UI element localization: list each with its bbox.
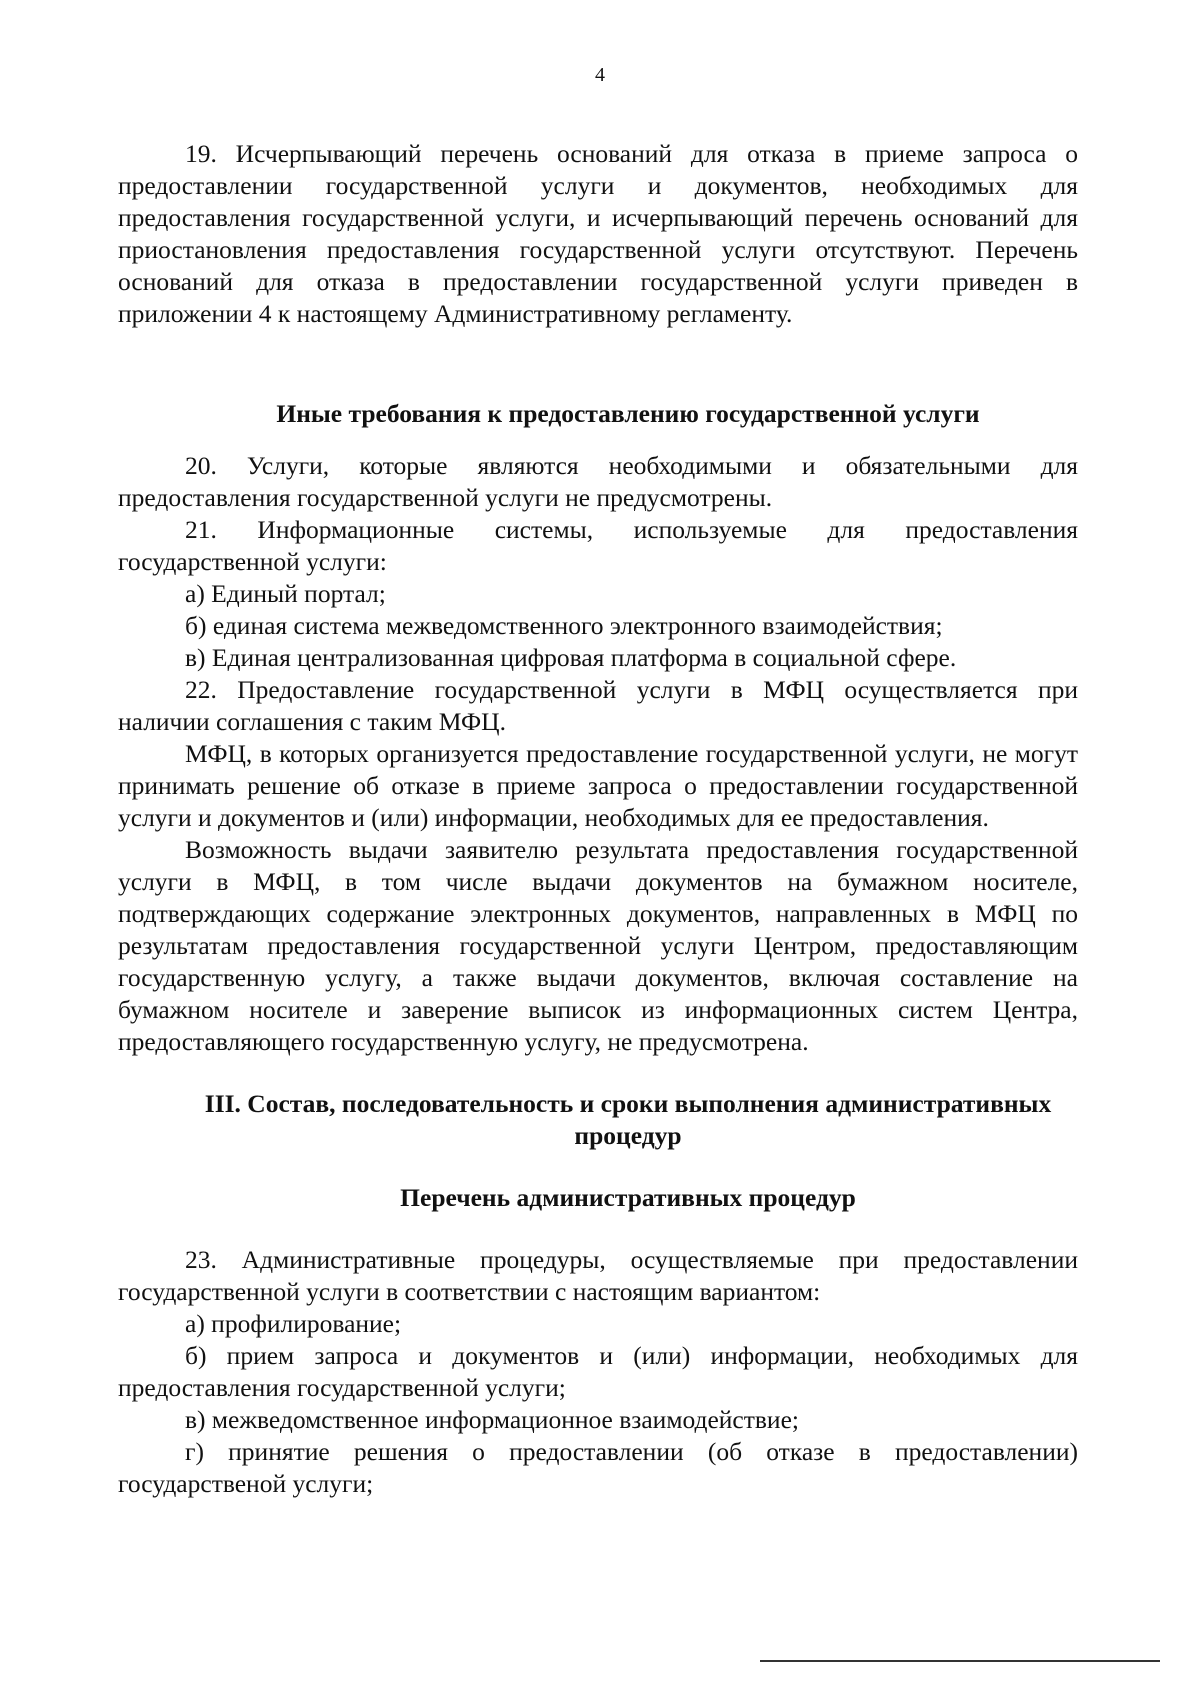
procedure-item-a: а) профилирование; [185,1309,402,1338]
heading-other-requirements: Иные требования к предоставлению государственной услуги [276,399,980,428]
page-number: 4 [595,64,605,86]
paragraph-mfc-issuance: Возможность выдачи заявителю результата предоставления государственной услуги в МФЦ, в том числе выдачи документов на бумажном носителе, подтверждающих содержание электронных документов, направленных в МФЦ по результатам предоставления государственной услуги Центром, предоставляющим государственную услугу, а также выдачи документов, включая составление на бумажном носителе и заверение выписок из информационных систем Центра, предоставляющего государственную услугу, не предусмотрена. [118,835,1078,1056]
procedure-item-v: в) межведомственное информационное взаимодействие; [185,1405,799,1434]
heading-procedure-list: Перечень административных процедур [400,1183,856,1212]
paragraph-20: 20. Услуги, которые являются необходимыми и обязательными для предоставления государственной услуги не предусмотрены. [118,451,1078,512]
list-item-v: в) Единая централизованная цифровая платформа в социальной сфере. [185,643,957,672]
procedure-item-b: б) прием запроса и документов и (или) информации, необходимых для предоставления государственной услуги; [118,1341,1078,1402]
heading-section-3-line-2: процедур [574,1121,682,1150]
procedure-item-g: г) принятие решения о предоставлении (об отказе в предоставлении) государственой услуги; [118,1437,1078,1498]
bottom-rule [760,1660,1160,1662]
document-body [118,138,1078,1500]
heading-section-3-line-1: III. Состав, последовательность и сроки выполнения административных [204,1089,1052,1118]
list-item-b: б) единая система межведомственного электронного взаимодействия; [185,611,943,640]
paragraph-23: 23. Административные процедуры, осуществляемые при предоставлении государственной услуги в соответствии с настоящим вариантом: [118,1245,1078,1306]
paragraph-21: 21. Информационные системы, используемые для предоставления государственной услуги: [118,515,1078,576]
paragraph-19: 19. Исчерпывающий перечень оснований для отказа в приеме запроса о предоставлении государственной услуги и документов, необходимых для предоставления государственной услуги, и исчерпывающий перечень оснований для приостановления предоставления государственной услуги отсутствуют. Перечень оснований для отказа в предоставлении государственной услуги приведен в приложении 4 к настоящему Административному регламенту. [118,139,1078,328]
paragraph-mfc-refusal: МФЦ, в которых организуется предоставление государственной услуги, не могут принимать решение об отказе в приеме запроса о предоставлении государственной услуги и документов и (или) информации, необходимых для ее предоставления. [118,739,1078,832]
paragraph-22: 22. Предоставление государственной услуги в МФЦ осуществляется при наличии соглашения с таким МФЦ. [118,675,1078,736]
list-item-a: а) Единый портал; [185,579,386,608]
